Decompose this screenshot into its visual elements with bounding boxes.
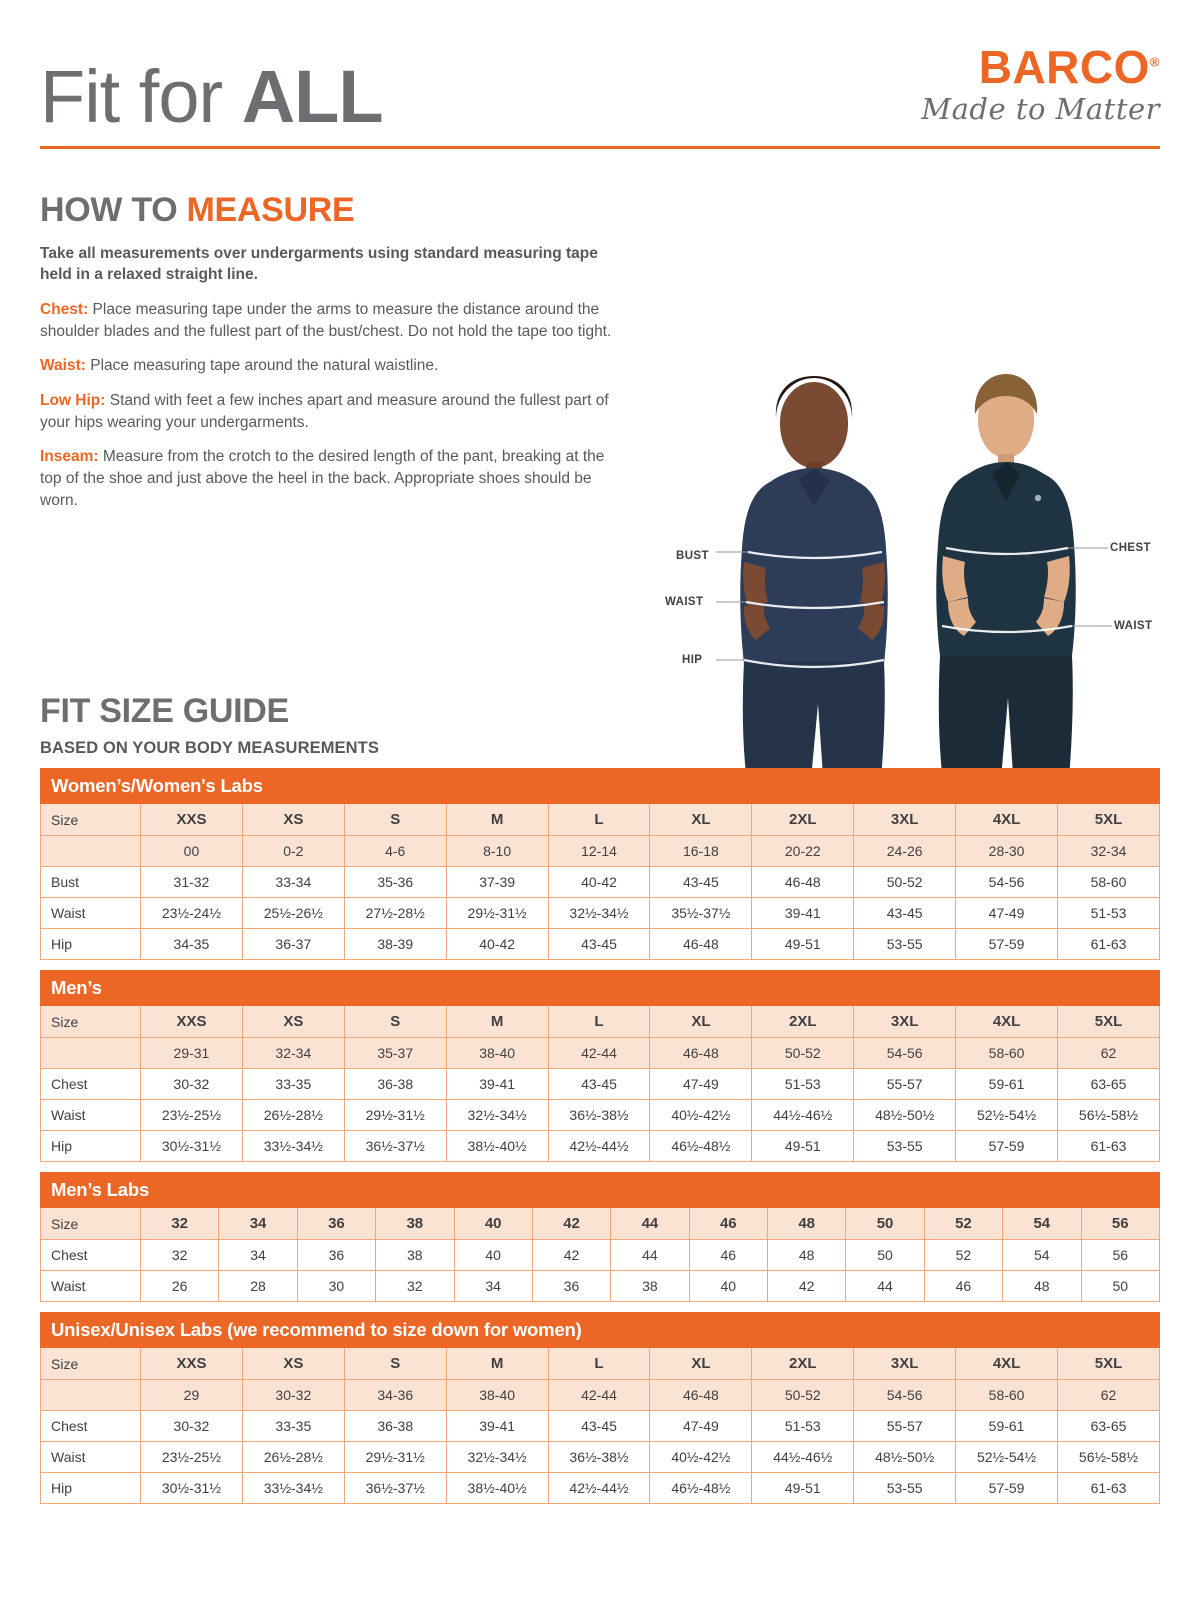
- size-cell: 3XL: [854, 804, 956, 836]
- data-cell: 29½-31½: [344, 1442, 446, 1473]
- data-cell: 29½-31½: [446, 898, 548, 929]
- data-cell: 53-55: [854, 1473, 956, 1504]
- size-label: Size: [41, 1208, 141, 1240]
- callout-bust: BUST: [676, 550, 709, 562]
- band-label: Unisex/Unisex Labs (we recommend to size down for women): [41, 1313, 1160, 1348]
- table-row: [41, 1240, 1160, 1271]
- table-unisex: [40, 1312, 1160, 1504]
- size-label: Size: [41, 804, 141, 836]
- data-cell: 40½-42½: [650, 1100, 752, 1131]
- size-cell: 38: [376, 1208, 454, 1240]
- data-cell: 42½-44½: [548, 1473, 650, 1504]
- size-cell: XS: [242, 1006, 344, 1038]
- measure-item-lowhip-label: Low Hip:: [40, 391, 106, 409]
- size-cell: L: [548, 804, 650, 836]
- measure-item-waist: [40, 355, 620, 377]
- data-cell: 25½-26½: [242, 898, 344, 929]
- size-cell: 34: [219, 1208, 297, 1240]
- numeric-cell: 38-40: [446, 1380, 548, 1411]
- size-cell: 32: [141, 1208, 219, 1240]
- numeric-cell: 62: [1058, 1038, 1160, 1069]
- table-row: [41, 1473, 1160, 1504]
- numeric-cell: 0-2: [242, 836, 344, 867]
- numeric-cell: 29: [141, 1380, 243, 1411]
- size-cell: 56: [1081, 1208, 1160, 1240]
- callout-waist-left: WAIST: [665, 596, 704, 608]
- size-cell: L: [548, 1006, 650, 1038]
- data-cell: 30½-31½: [141, 1473, 243, 1504]
- table-row: [41, 1380, 1160, 1411]
- size-cell: 4XL: [956, 1006, 1058, 1038]
- data-cell: 34: [454, 1271, 532, 1302]
- numeric-cell: 35-37: [344, 1038, 446, 1069]
- size-cell: 3XL: [854, 1348, 956, 1380]
- data-cell: 28: [219, 1271, 297, 1302]
- row-label: Waist: [41, 1100, 141, 1131]
- size-cell: M: [446, 804, 548, 836]
- size-cell: XL: [650, 1006, 752, 1038]
- measure-lead: Take all measurements over undergarments using standard measuring tape held in a relaxed straight line.: [40, 245, 598, 283]
- data-cell: 61-63: [1058, 1473, 1160, 1504]
- data-cell: 46-48: [752, 867, 854, 898]
- data-cell: 44: [846, 1271, 924, 1302]
- data-cell: 56½-58½: [1058, 1442, 1160, 1473]
- data-cell: 46½-48½: [650, 1473, 752, 1504]
- size-cell: XL: [650, 1348, 752, 1380]
- data-cell: 26½-28½: [242, 1100, 344, 1131]
- size-cell: S: [344, 804, 446, 836]
- brand-wordmark: [921, 41, 1160, 93]
- size-cell: XL: [650, 804, 752, 836]
- table-row: [41, 1100, 1160, 1131]
- size-cell: 54: [1003, 1208, 1081, 1240]
- data-cell: 32½-34½: [446, 1442, 548, 1473]
- callout-chest-right: CHEST: [1110, 542, 1151, 554]
- row-label: Waist: [41, 898, 141, 929]
- table-mens: [40, 970, 1160, 1162]
- data-cell: 53-55: [854, 929, 956, 960]
- data-cell: 43-45: [650, 867, 752, 898]
- data-cell: 39-41: [752, 898, 854, 929]
- data-cell: 49-51: [752, 1473, 854, 1504]
- data-cell: 42½-44½: [548, 1131, 650, 1162]
- data-cell: 39-41: [446, 1411, 548, 1442]
- data-cell: 36½-37½: [344, 1131, 446, 1162]
- row-label: Bust: [41, 867, 141, 898]
- numeric-cell: 46-48: [650, 1038, 752, 1069]
- size-cell: XS: [242, 804, 344, 836]
- data-cell: 33½-34½: [242, 1131, 344, 1162]
- data-cell: 36½-37½: [344, 1473, 446, 1504]
- data-cell: 40-42: [548, 867, 650, 898]
- data-cell: 48½-50½: [854, 1100, 956, 1131]
- band-label: Women’s/Women's Labs: [41, 769, 1160, 804]
- size-cell: 40: [454, 1208, 532, 1240]
- size-cell: 42: [532, 1208, 610, 1240]
- table-row: [41, 836, 1160, 867]
- numeric-cell: 62: [1058, 1380, 1160, 1411]
- size-cell: 5XL: [1058, 804, 1160, 836]
- size-cell: M: [446, 1348, 548, 1380]
- brand-name-text: BARCO: [978, 41, 1150, 93]
- data-cell: 23½-24½: [141, 898, 243, 929]
- data-cell: 59-61: [956, 1069, 1058, 1100]
- data-cell: 27½-28½: [344, 898, 446, 929]
- numeric-cell: 16-18: [650, 836, 752, 867]
- size-cell: XXS: [141, 1348, 243, 1380]
- size-cell: 2XL: [752, 1006, 854, 1038]
- data-cell: 36½-38½: [548, 1442, 650, 1473]
- data-cell: 36-37: [242, 929, 344, 960]
- numeric-cell: 24-26: [854, 836, 956, 867]
- data-cell: 30: [297, 1271, 375, 1302]
- data-cell: 40½-42½: [650, 1442, 752, 1473]
- data-cell: 36-38: [344, 1411, 446, 1442]
- data-cell: 36-38: [344, 1069, 446, 1100]
- data-cell: 36: [532, 1271, 610, 1302]
- size-cell: M: [446, 1006, 548, 1038]
- data-cell: 29½-31½: [344, 1100, 446, 1131]
- data-cell: 63-65: [1058, 1069, 1160, 1100]
- numeric-cell: 50-52: [752, 1038, 854, 1069]
- data-cell: 46-48: [650, 929, 752, 960]
- table-band-mens: [41, 971, 1160, 1006]
- fit-size-guide-subheading: BASED ON YOUR BODY MEASUREMENTS: [40, 739, 379, 757]
- numeric-label: [41, 1038, 141, 1069]
- row-label: Hip: [41, 1473, 141, 1504]
- measure-item-inseam-label: Inseam:: [40, 448, 99, 466]
- data-cell: 42: [532, 1240, 610, 1271]
- data-cell: 26: [141, 1271, 219, 1302]
- numeric-cell: 20-22: [752, 836, 854, 867]
- data-cell: 33½-34½: [242, 1473, 344, 1504]
- table-mens-labs: [40, 1172, 1160, 1302]
- size-cell: 4XL: [956, 804, 1058, 836]
- row-label: Waist: [41, 1442, 141, 1473]
- measure-item-chest: [40, 299, 620, 342]
- heading-accent: MEASURE: [186, 191, 355, 229]
- table-row: [41, 929, 1160, 960]
- data-cell: 38-39: [344, 929, 446, 960]
- numeric-cell: 4-6: [344, 836, 446, 867]
- table-row: [41, 1006, 1160, 1038]
- numeric-cell: 32-34: [242, 1038, 344, 1069]
- data-cell: 46: [924, 1271, 1002, 1302]
- how-to-measure-heading: [40, 191, 1160, 230]
- data-cell: 38: [611, 1271, 689, 1302]
- numeric-cell: 29-31: [141, 1038, 243, 1069]
- numeric-cell: 58-60: [956, 1038, 1058, 1069]
- table-row: [41, 1131, 1160, 1162]
- row-label: Chest: [41, 1069, 141, 1100]
- measure-item-lowhip-text: Stand with feet a few inches apart and measure around the fullest part of your hips wearing your undergarments.: [40, 391, 609, 431]
- table-row: [41, 867, 1160, 898]
- size-cell: 50: [846, 1208, 924, 1240]
- data-cell: 48½-50½: [854, 1442, 956, 1473]
- data-cell: 43-45: [548, 1069, 650, 1100]
- data-cell: 61-63: [1058, 929, 1160, 960]
- data-cell: 33-35: [242, 1411, 344, 1442]
- callout-hip: HIP: [682, 654, 703, 666]
- data-cell: 56½-58½: [1058, 1100, 1160, 1131]
- data-cell: 23½-25½: [141, 1442, 243, 1473]
- table-womens: [40, 768, 1160, 960]
- data-cell: 32½-34½: [446, 1100, 548, 1131]
- measure-item-inseam: [40, 446, 620, 511]
- size-cell: XXS: [141, 804, 243, 836]
- data-cell: 23½-25½: [141, 1100, 243, 1131]
- data-cell: 57-59: [956, 1131, 1058, 1162]
- registered-mark: ®: [1149, 54, 1160, 70]
- data-cell: 43-45: [548, 1411, 650, 1442]
- table-band-unisex: [41, 1313, 1160, 1348]
- data-cell: 52: [924, 1240, 1002, 1271]
- size-cell: 4XL: [956, 1348, 1058, 1380]
- size-cell: 3XL: [854, 1006, 956, 1038]
- data-cell: 50-52: [854, 867, 956, 898]
- data-cell: 30-32: [141, 1069, 243, 1100]
- data-cell: 47-49: [956, 898, 1058, 929]
- data-cell: 44½-46½: [752, 1100, 854, 1131]
- band-label: Men’s Labs: [41, 1173, 1160, 1208]
- data-cell: 47-49: [650, 1069, 752, 1100]
- size-cell: 2XL: [752, 804, 854, 836]
- size-cell: 48: [768, 1208, 846, 1240]
- table-row: [41, 1271, 1160, 1302]
- data-cell: 40: [689, 1271, 767, 1302]
- data-cell: 56: [1081, 1240, 1160, 1271]
- data-cell: 36: [297, 1240, 375, 1271]
- numeric-label: [41, 1380, 141, 1411]
- numeric-cell: 42-44: [548, 1380, 650, 1411]
- size-cell: 44: [611, 1208, 689, 1240]
- data-cell: 40: [454, 1240, 532, 1271]
- numeric-cell: 58-60: [956, 1380, 1058, 1411]
- data-cell: 54-56: [956, 867, 1058, 898]
- numeric-cell: 30-32: [242, 1380, 344, 1411]
- size-cell: XS: [242, 1348, 344, 1380]
- brand-tagline: Made to Matter: [921, 92, 1160, 126]
- data-cell: 35-36: [344, 867, 446, 898]
- data-cell: 50: [846, 1240, 924, 1271]
- data-cell: 52½-54½: [956, 1100, 1058, 1131]
- numeric-label: [41, 836, 141, 867]
- table-row: [41, 1069, 1160, 1100]
- data-cell: 53-55: [854, 1131, 956, 1162]
- size-cell: 46: [689, 1208, 767, 1240]
- page-title-bold: ALL: [241, 54, 383, 138]
- fit-size-guide-heading: FIT SIZE GUIDE: [40, 692, 289, 730]
- size-cell: 5XL: [1058, 1348, 1160, 1380]
- size-cell: XXS: [141, 1006, 243, 1038]
- data-cell: 52½-54½: [956, 1442, 1058, 1473]
- data-cell: 42: [768, 1271, 846, 1302]
- data-cell: 49-51: [752, 929, 854, 960]
- table-row: [41, 1411, 1160, 1442]
- data-cell: 51-53: [1058, 898, 1160, 929]
- data-cell: 43-45: [548, 929, 650, 960]
- row-label: Hip: [41, 929, 141, 960]
- data-cell: 46½-48½: [650, 1131, 752, 1162]
- data-cell: 37-39: [446, 867, 548, 898]
- callout-waist-right: WAIST: [1114, 620, 1153, 632]
- table-row: [41, 1038, 1160, 1069]
- measure-item-inseam-text: Measure from the crotch to the desired length of the pant, breaking at the top of the shoe and just above the heel in the back. Appropriate shoes should be worn.: [40, 448, 605, 509]
- size-cell: L: [548, 1348, 650, 1380]
- numeric-cell: 50-52: [752, 1380, 854, 1411]
- page-title-light: Fit for: [40, 54, 242, 138]
- table-row: [41, 804, 1160, 836]
- data-cell: 38½-40½: [446, 1473, 548, 1504]
- size-cell: S: [344, 1348, 446, 1380]
- table-row: [41, 898, 1160, 929]
- numeric-cell: 00: [141, 836, 243, 867]
- measure-item-lowhip: [40, 390, 620, 433]
- data-cell: 48: [768, 1240, 846, 1271]
- data-cell: 38½-40½: [446, 1131, 548, 1162]
- numeric-cell: 54-56: [854, 1038, 956, 1069]
- size-cell: 5XL: [1058, 1006, 1160, 1038]
- table-band-womens: [41, 769, 1160, 804]
- data-cell: 30½-31½: [141, 1131, 243, 1162]
- fit-size-guide-section: [40, 692, 1160, 1504]
- data-cell: 36½-38½: [548, 1100, 650, 1131]
- measure-item-waist-label: Waist:: [40, 357, 86, 375]
- size-label: Size: [41, 1006, 141, 1038]
- size-cell: S: [344, 1006, 446, 1038]
- row-label: Chest: [41, 1240, 141, 1271]
- measure-instructions: [40, 230, 620, 511]
- band-label: Men’s: [41, 971, 1160, 1006]
- numeric-cell: 38-40: [446, 1038, 548, 1069]
- data-cell: 57-59: [956, 1473, 1058, 1504]
- numeric-cell: 42-44: [548, 1038, 650, 1069]
- data-cell: 63-65: [1058, 1411, 1160, 1442]
- size-cell: 2XL: [752, 1348, 854, 1380]
- data-cell: 54: [1003, 1240, 1081, 1271]
- numeric-cell: 32-34: [1058, 836, 1160, 867]
- numeric-cell: 8-10: [446, 836, 548, 867]
- page-header: [40, 0, 1160, 138]
- data-cell: 30-32: [141, 1411, 243, 1442]
- data-cell: 49-51: [752, 1131, 854, 1162]
- data-cell: 55-57: [854, 1069, 956, 1100]
- header-divider: [40, 146, 1160, 149]
- table-row: [41, 1442, 1160, 1473]
- data-cell: 32½-34½: [548, 898, 650, 929]
- data-cell: 44: [611, 1240, 689, 1271]
- size-cell: 36: [297, 1208, 375, 1240]
- data-cell: 33-34: [242, 867, 344, 898]
- data-cell: 59-61: [956, 1411, 1058, 1442]
- data-cell: 33-35: [242, 1069, 344, 1100]
- data-cell: 51-53: [752, 1411, 854, 1442]
- measure-item-waist-text: Place measuring tape around the natural waistline.: [85, 357, 439, 375]
- data-cell: 32: [141, 1240, 219, 1271]
- numeric-cell: 12-14: [548, 836, 650, 867]
- data-cell: 50: [1081, 1271, 1160, 1302]
- data-cell: 44½-46½: [752, 1442, 854, 1473]
- numeric-cell: 34-36: [344, 1380, 446, 1411]
- data-cell: 31-32: [141, 867, 243, 898]
- data-cell: 51-53: [752, 1069, 854, 1100]
- data-cell: 40-42: [446, 929, 548, 960]
- data-cell: 61-63: [1058, 1131, 1160, 1162]
- data-cell: 43-45: [854, 898, 956, 929]
- numeric-cell: 46-48: [650, 1380, 752, 1411]
- measure-item-chest-text: Place measuring tape under the arms to measure the distance around the shoulder blades and the fullest part of the bust/chest. Do not hold the tape too tight.: [40, 300, 612, 340]
- heading-plain: HOW TO: [40, 191, 187, 229]
- row-label: Waist: [41, 1271, 141, 1302]
- data-cell: 34-35: [141, 929, 243, 960]
- data-cell: 55-57: [854, 1411, 956, 1442]
- row-label: Chest: [41, 1411, 141, 1442]
- data-cell: 48: [1003, 1271, 1081, 1302]
- data-cell: 32: [376, 1271, 454, 1302]
- size-cell: 52: [924, 1208, 1002, 1240]
- measure-item-chest-label: Chest:: [40, 300, 89, 318]
- table-band-mens-labs: [41, 1173, 1160, 1208]
- data-cell: 34: [219, 1240, 297, 1271]
- row-label: Hip: [41, 1131, 141, 1162]
- data-cell: 39-41: [446, 1069, 548, 1100]
- size-label: Size: [41, 1348, 141, 1380]
- numeric-cell: 54-56: [854, 1380, 956, 1411]
- data-cell: 38: [376, 1240, 454, 1271]
- data-cell: 46: [689, 1240, 767, 1271]
- data-cell: 47-49: [650, 1411, 752, 1442]
- table-row: [41, 1348, 1160, 1380]
- data-cell: 57-59: [956, 929, 1058, 960]
- table-row: [41, 1208, 1160, 1240]
- data-cell: 26½-28½: [242, 1442, 344, 1473]
- brand-logo: [921, 41, 1160, 132]
- numeric-cell: 28-30: [956, 836, 1058, 867]
- page-title: [40, 54, 383, 138]
- data-cell: 35½-37½: [650, 898, 752, 929]
- data-cell: 58-60: [1058, 867, 1160, 898]
